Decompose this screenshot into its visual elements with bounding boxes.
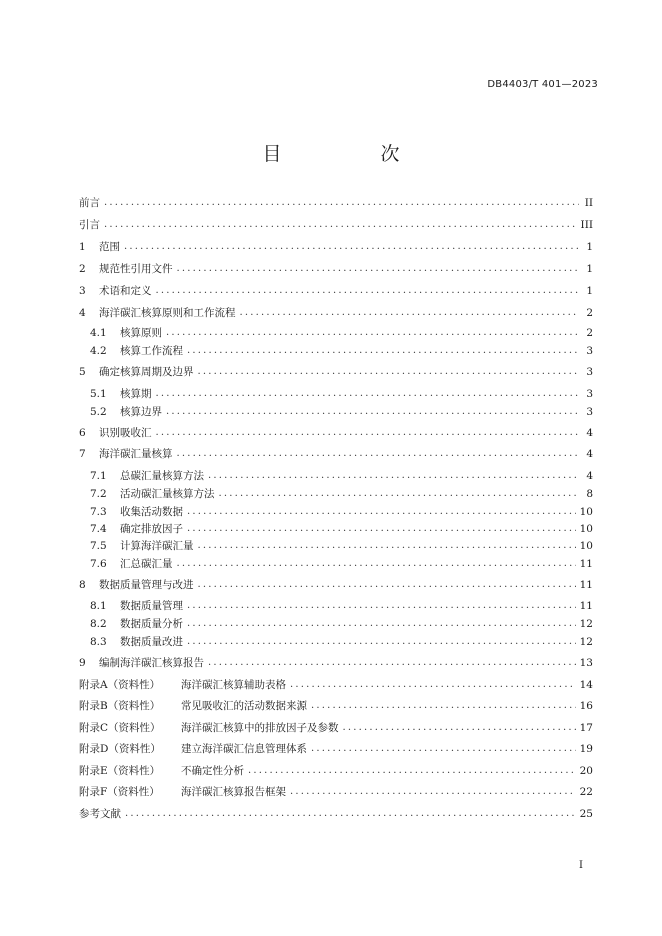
toc-entry[interactable] <box>79 698 593 714</box>
toc-entry-label: 规范性引用文件 <box>99 263 173 275</box>
toc-entry[interactable] <box>79 261 593 277</box>
toc-entry-page: 4 <box>586 427 593 439</box>
toc-leader-dots <box>208 655 576 671</box>
toc-leader-dots <box>104 195 579 211</box>
toc-entry[interactable] <box>79 195 593 211</box>
toc-entry[interactable] <box>90 634 593 650</box>
toc-leader-dots <box>187 616 576 632</box>
toc-entry[interactable] <box>79 239 593 255</box>
toc-leader-dots <box>166 325 579 341</box>
toc-entry-page: 1 <box>586 285 593 297</box>
toc-entry-page: 2 <box>586 327 593 339</box>
toc-entry-label: 计算海洋碳汇量 <box>120 540 194 552</box>
toc-entry-number: 7.1 <box>90 470 107 482</box>
toc-entry-label: 不确定性分析 <box>181 765 244 777</box>
toc-entry-page: 22 <box>579 786 593 798</box>
toc-entry-number: 附录B（资料性） <box>79 700 161 712</box>
toc-entry-page: 8 <box>586 488 593 500</box>
toc-entry[interactable] <box>79 425 593 441</box>
toc-entry-label: 数据质量管理 <box>120 600 183 612</box>
toc-entry-number: 3 <box>79 285 86 297</box>
toc-entry-page: 3 <box>586 388 593 400</box>
toc-entry-number: 8.1 <box>90 600 107 612</box>
toc-entry-label: 核算原则 <box>120 327 162 339</box>
toc-entry-page: 16 <box>579 700 593 712</box>
toc-leader-dots <box>240 305 580 321</box>
page-title: 目 次 <box>262 143 440 165</box>
toc-entry-number: 附录F（资料性） <box>79 786 160 798</box>
toc-entry[interactable] <box>90 468 593 484</box>
toc-entry-number: 附录D（资料性） <box>79 743 161 755</box>
toc-entry-label: 活动碳汇量核算方法 <box>120 488 215 500</box>
toc-entry-page: 4 <box>586 448 593 460</box>
toc-entry[interactable] <box>79 763 593 779</box>
toc-entry-page: 1 <box>586 263 593 275</box>
toc-entry-page: 11 <box>579 579 593 591</box>
toc-entry-number: 7.3 <box>90 506 107 518</box>
toc-entry-label: 海洋碳汇核算中的排放因子及参数 <box>181 722 339 734</box>
toc-leader-dots <box>187 634 576 650</box>
toc-entry-label: 参考文献 <box>79 808 121 820</box>
toc-leader-dots <box>248 763 576 779</box>
toc-entry[interactable] <box>79 806 593 822</box>
toc-entry-label: 范围 <box>99 241 120 253</box>
toc-entry-page: 12 <box>579 636 593 648</box>
toc-entry[interactable] <box>90 386 593 402</box>
toc-entry[interactable] <box>79 217 593 233</box>
toc-entry-page: 3 <box>586 345 593 357</box>
toc-entry-page: 25 <box>579 808 593 820</box>
toc-entry-label: 术语和定义 <box>99 285 152 297</box>
toc-leader-dots <box>290 784 576 800</box>
toc-entry[interactable] <box>79 655 593 671</box>
toc-entry-number: 7 <box>79 448 86 460</box>
toc-entry[interactable] <box>90 486 593 502</box>
toc-entry-page: 11 <box>579 600 593 612</box>
toc-entry-number: 5.1 <box>90 388 107 400</box>
toc-leader-dots <box>311 698 576 714</box>
toc-entry-number: 4.1 <box>90 327 107 339</box>
toc-entry-number: 7.5 <box>90 540 107 552</box>
toc-entry-label: 海洋碳汇核算原则和工作流程 <box>99 307 236 319</box>
toc-entry-number: 4 <box>79 307 86 319</box>
toc-leader-dots <box>177 556 576 572</box>
toc-entry-number: 7.6 <box>90 558 107 570</box>
toc-leader-dots <box>198 577 576 593</box>
toc-entry-page: 3 <box>586 366 593 378</box>
toc-entry-label: 海洋碳汇核算辅助表格 <box>181 679 286 691</box>
toc-entry[interactable] <box>79 741 593 757</box>
toc-leader-dots <box>290 677 576 693</box>
toc-entry-page: 4 <box>586 470 593 482</box>
toc-entry-page: II <box>584 197 593 209</box>
toc-entry-label: 编制海洋碳汇核算报告 <box>99 657 204 669</box>
toc-entry-label: 建立海洋碳汇信息管理体系 <box>181 743 307 755</box>
toc-leader-dots <box>187 521 576 537</box>
toc-leader-dots <box>187 504 576 520</box>
toc-entry-page: 11 <box>579 558 593 570</box>
toc-entry[interactable] <box>79 577 593 593</box>
toc-entry-number: 5.2 <box>90 406 107 418</box>
toc-leader-dots <box>187 343 579 359</box>
toc-entry-label: 收集活动数据 <box>120 506 183 518</box>
toc-entry-page: 10 <box>579 523 593 535</box>
toc-entry-page: 10 <box>579 540 593 552</box>
document-code: DB4403/T 401—2023 <box>487 79 598 90</box>
toc-entry-label: 确定核算周期及边界 <box>99 366 194 378</box>
toc-entry[interactable] <box>79 720 593 736</box>
toc-entry-label: 识别吸收汇 <box>99 427 152 439</box>
toc-entry-number: 9 <box>79 657 86 669</box>
toc-entry-label: 总碳汇量核算方法 <box>120 470 204 482</box>
toc-entry-label: 核算边界 <box>120 406 162 418</box>
toc-entry-number: 4.2 <box>90 345 107 357</box>
toc-leader-dots <box>124 239 579 255</box>
toc-entry-page: 20 <box>579 765 593 777</box>
toc-entry[interactable] <box>90 521 593 537</box>
toc-entry-number: 2 <box>79 263 86 275</box>
toc-leader-dots <box>125 806 576 822</box>
page-number: I <box>579 860 583 871</box>
toc-entry-label: 核算期 <box>120 388 152 400</box>
toc-entry-page: 2 <box>586 307 593 319</box>
toc-entry-number: 8.3 <box>90 636 107 648</box>
toc-entry-label: 确定排放因子 <box>120 523 183 535</box>
toc-entry-number: 7.2 <box>90 488 107 500</box>
toc-entry-label: 海洋碳汇核算报告框架 <box>181 786 286 798</box>
toc-entry-label: 核算工作流程 <box>120 345 183 357</box>
toc-entry-page: 3 <box>586 406 593 418</box>
toc-leader-dots <box>311 741 576 757</box>
toc-leader-dots <box>198 364 580 380</box>
toc-entry[interactable] <box>79 446 593 462</box>
toc-entry-number: 1 <box>79 241 86 253</box>
toc-leader-dots <box>187 598 576 614</box>
toc-entry[interactable] <box>79 283 593 299</box>
toc-entry-number: 附录C（资料性） <box>79 722 161 734</box>
toc-entry-label: 引言 <box>79 219 100 231</box>
toc-leader-dots <box>343 720 576 736</box>
toc-entry-number: 附录A（资料性） <box>79 679 161 691</box>
toc-entry-page: 10 <box>579 506 593 518</box>
toc-entry-number: 6 <box>79 427 86 439</box>
toc-leader-dots <box>219 486 580 502</box>
toc-entry[interactable] <box>90 616 593 632</box>
toc-entry-label: 汇总碳汇量 <box>120 558 173 570</box>
toc-entry-number: 8.2 <box>90 618 107 630</box>
toc-entry-page: 1 <box>586 241 593 253</box>
toc-entry[interactable] <box>90 343 593 359</box>
toc-entry-page: 13 <box>579 657 593 669</box>
toc-leader-dots <box>156 283 580 299</box>
toc-entry-label: 数据质量管理与改进 <box>99 579 194 591</box>
toc-entry[interactable] <box>79 364 593 380</box>
toc-entry-page: 17 <box>579 722 593 734</box>
toc-entry-label: 前言 <box>79 197 100 209</box>
toc-entry-label: 数据质量分析 <box>120 618 183 630</box>
toc-entry-label: 常见吸收汇的活动数据来源 <box>181 700 307 712</box>
toc-entry-number: 附录E（资料性） <box>79 765 161 777</box>
toc-entry-page: 19 <box>579 743 593 755</box>
toc-entry-page: III <box>580 219 593 231</box>
toc-leader-dots <box>177 446 580 462</box>
toc-leader-dots <box>104 217 577 233</box>
toc-leader-dots <box>177 261 580 277</box>
toc-leader-dots <box>198 538 576 554</box>
toc-entry[interactable] <box>90 538 593 554</box>
toc-entry-page: 12 <box>579 618 593 630</box>
toc-entry-number: 8 <box>79 579 86 591</box>
toc-entry[interactable] <box>79 677 593 693</box>
toc-entry-number: 5 <box>79 366 86 378</box>
toc-entry-number: 7.4 <box>90 523 107 535</box>
toc-entry[interactable] <box>90 325 593 341</box>
toc-leader-dots <box>166 404 579 420</box>
toc-leader-dots <box>156 386 580 402</box>
toc-entry[interactable] <box>90 598 593 614</box>
toc-entry[interactable] <box>79 784 593 800</box>
toc-entry[interactable] <box>79 305 593 321</box>
toc-entry-label: 数据质量改进 <box>120 636 183 648</box>
toc-entry[interactable] <box>90 556 593 572</box>
toc-entry[interactable] <box>90 404 593 420</box>
toc-entry-page: 14 <box>579 679 593 691</box>
toc-leader-dots <box>208 468 579 484</box>
toc-entry[interactable] <box>90 504 593 520</box>
toc-entry-label: 海洋碳汇量核算 <box>99 448 173 460</box>
toc-leader-dots <box>156 425 580 441</box>
